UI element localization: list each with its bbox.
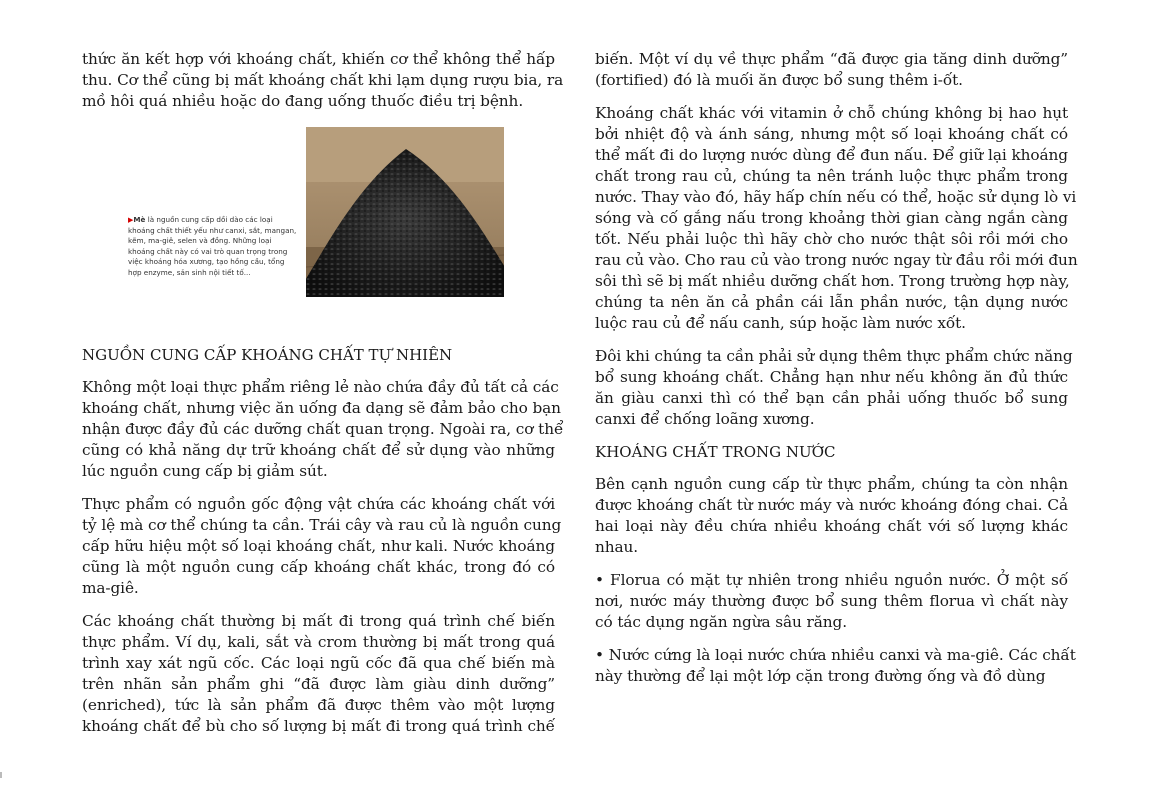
text-line: nhận được đầy đủ các dưỡng chất quan trọng. Ngoài ra, cơ thể [82,420,564,438]
text-line: cũng là một nguồn cung cấp khoáng chất khác, trong đó có [82,558,555,576]
text-line: khoáng chất, nhưng việc ăn uống đa dạng sẽ đảm bảo cho bạn [82,399,561,417]
right-column [595,49,1078,699]
text-line: • Florua có mặt tự nhiên trong nhiều nguồn nước. Ở một số [595,571,1068,589]
text-line: được khoáng chất từ nước máy và nước khoáng đóng chai. Cả [595,496,1068,514]
text-line: cũng có khả năng dự trữ khoáng chất để sử dụng vào những [82,441,555,459]
text-line: nhau. [595,538,639,556]
paragraph [82,49,564,112]
text-line: canxi để chống loãng xương. [595,410,815,428]
text-line: chúng ta nên ăn cả phần cái lẫn phần nước, tận dụng nước [595,293,1068,311]
text-line: rau củ vào. Cho rau củ vào trong nước ngay từ đầu rồi mới đun [595,251,1078,269]
page-edge-mark [0,772,2,778]
paragraph [595,346,1073,430]
bullet-paragraph [595,570,1068,633]
text-line: hai loại này đều chứa nhiều khoáng chất với số lượng khác [595,517,1068,535]
text-line: nước. Thay vào đó, hãy hấp chín nếu có thể, hoặc sử dụng lò vi [595,188,1077,206]
paragraph [595,474,1068,558]
text-line: biến. Một ví dụ về thực phẩm “đã được gia tăng dinh dưỡng” [595,50,1068,68]
text-line: thực phẩm. Ví dụ, kali, sắt và crom thường bị mất trong quá [82,633,555,651]
text-line: có tác dụng ngăn ngừa sâu răng. [595,613,847,631]
caption-text: là nguồn cung cấp dồi dào các loại khoáng chất thiết yếu như canxi, sắt, mangan, kẽm, ma-giê, selen và đồng. Những loại khoáng chất này có vai trò quan trọng trong việc khoáng hóa xương, tạo hồng cầu, tổng hợp enzyme, sản sinh nội tiết tố... [128,215,297,277]
text-line: thể mất đi do lượng nước dùng để đun nấu. Để giữ lại khoáng [595,146,1068,164]
text-line: sôi thì sẽ bị mất nhiều dưỡng chất hơn. Trong trường hợp này, [595,272,1070,290]
text-line: ăn giàu canxi thì có thể bạn cần phải uống thuốc bổ sung [595,389,1068,407]
text-line: thức ăn kết hợp với khoáng chất, khiến cơ thể không thể hấp [82,50,555,68]
text-line: thu. Cơ thể cũng bị mất khoáng chất khi lạm dụng rượu bia, ra [82,71,564,89]
text-line: chất trong rau củ, chúng ta nên tránh luộc thực phẩm trong [595,167,1068,185]
triangle-bullet-icon: ▶ [128,216,134,224]
black-sesame-photo [306,127,504,297]
left-column [82,49,564,749]
text-line: sóng và cố gắng nấu trong khoảng thời gian càng ngắn càng [595,209,1068,227]
text-line: trên nhãn sản phẩm ghi “đã được làm giàu dinh dưỡng” [82,675,555,693]
image-caption [128,215,300,278]
text-line: cấp hữu hiệu một số loại khoáng chất, như kali. Nước khoáng [82,537,555,555]
text-line: (fortified) đó là muối ăn được bổ sung thêm i-ốt. [595,71,963,89]
text-line: Khoáng chất khác với vitamin ở chỗ chúng không bị hao hụt [595,104,1068,122]
text-line: tốt. Nếu phải luộc thì hãy chờ cho nước thật sôi rồi mới cho [595,230,1068,248]
text-line: Thực phẩm có nguồn gốc động vật chứa các khoáng chất với [82,495,555,513]
text-line: ma-giê. [82,579,139,597]
text-line: mồ hôi quá nhiều hoặc do đang uống thuốc điều trị bệnh. [82,92,524,110]
sesame-figure [82,127,555,327]
text-line: nơi, nước máy thường được bổ sung thêm florua vì chất này [595,592,1068,610]
paragraph [595,49,1068,91]
bullet-paragraph [595,645,1076,687]
text-line: tỷ lệ mà cơ thể chúng ta cần. Trái cây và rau củ là nguồn cung [82,516,562,534]
section-heading: NGUỒN CUNG CẤP KHOÁNG CHẤT TỰ NHIÊN [82,346,453,364]
text-line: Không một loại thực phẩm riêng lẻ nào chứa đầy đủ tất cả các [82,378,559,396]
section-heading: KHOÁNG CHẤT TRONG NƯỚC [595,443,836,461]
text-line: bởi nhiệt độ và ánh sáng, nhưng một số loại khoáng chất có [595,125,1068,143]
text-line: Đôi khi chúng ta cần phải sử dụng thêm thực phẩm chức năng [595,347,1073,365]
paragraph [82,377,564,482]
text-line: • Nước cứng là loại nước chứa nhiều canxi và ma-giê. Các chất [595,646,1076,664]
paragraph [82,611,555,737]
text-line: trình xay xát ngũ cốc. Các loại ngũ cốc đã qua chế biến mà [82,654,555,672]
text-line: bổ sung khoáng chất. Chẳng hạn như nếu không ăn đủ thức [595,368,1068,386]
text-line: này thường để lại một lớp cặn trong đường ống và đồ dùng [595,667,1046,685]
text-line: Bên cạnh nguồn cung cấp từ thực phẩm, chúng ta còn nhận [595,475,1068,493]
caption-lead: Mè [133,215,146,224]
text-line: lúc nguồn cung cấp bị giảm sút. [82,462,328,480]
text-line: (enriched), tức là sản phẩm đã được thêm vào một lượng [82,696,555,714]
paragraph [82,494,562,599]
text-line: luộc rau củ để nấu canh, súp hoặc làm nước xốt. [595,314,966,332]
text-line: Các khoáng chất thường bị mất đi trong quá trình chế biến [82,612,555,630]
text-line: khoáng chất để bù cho số lượng bị mất đi trong quá trình chế [82,717,555,735]
paragraph [595,103,1078,334]
